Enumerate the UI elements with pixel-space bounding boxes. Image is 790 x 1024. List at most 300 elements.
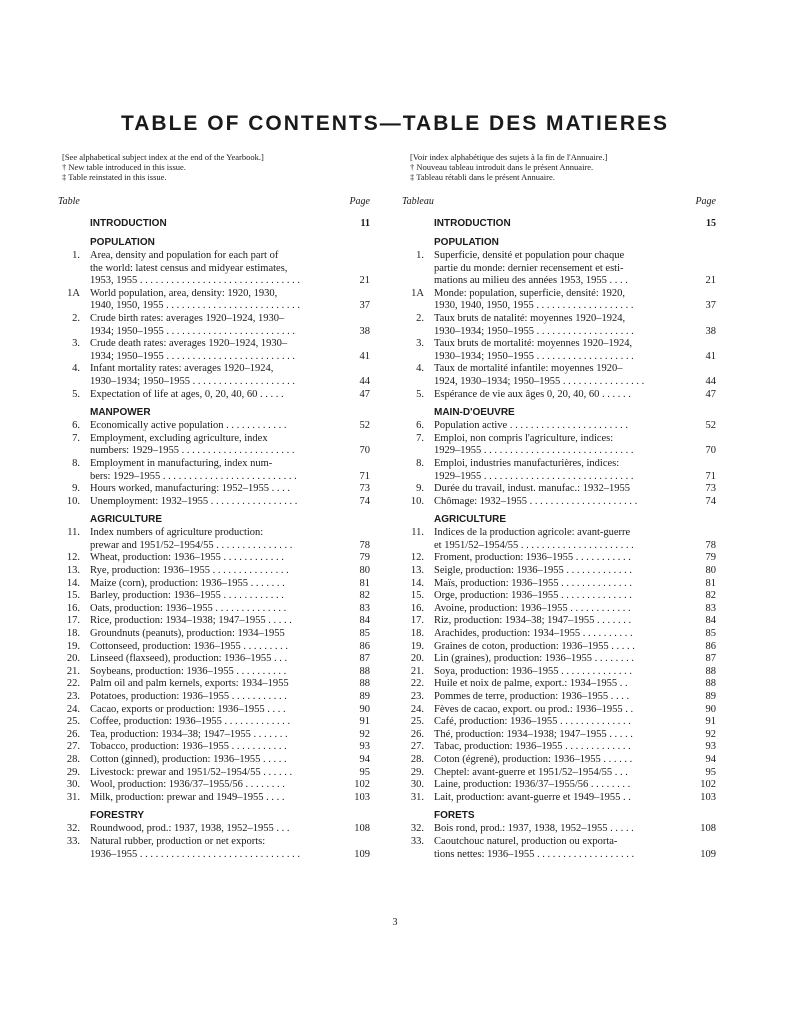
entry-title-line: Population active . . . . . . . . . . . . . . . . . . . . . . . bbox=[434, 420, 628, 432]
entry-title bbox=[434, 458, 682, 483]
entry-number: 27. bbox=[410, 741, 424, 753]
entry-title bbox=[434, 313, 682, 338]
toc-entry bbox=[58, 363, 370, 388]
entry-title-line: Milk, production: prewar and 1949–1955 . . . . bbox=[90, 791, 285, 803]
entry-title bbox=[90, 578, 336, 591]
toc-entry bbox=[402, 313, 716, 338]
toc-entry bbox=[402, 527, 716, 552]
entry-title-line: 1930–1934; 1950–1955 . . . . . . . . . . . . . . . . . . . bbox=[434, 325, 634, 337]
entry-title-line: Maïs, production: 1936–1955 . . . . . . . . . . . . . . bbox=[434, 577, 633, 589]
toc-entry bbox=[58, 729, 370, 742]
entry-title bbox=[434, 363, 682, 388]
entry-title-line: Indices de la production agricole: avant-guerre bbox=[434, 527, 631, 539]
toc-entry bbox=[58, 628, 370, 641]
entry-title bbox=[434, 250, 682, 288]
entry-title-line: Lin (graines), production: 1936–1955 . . . . . . . . bbox=[434, 653, 635, 665]
table-label: Table bbox=[58, 196, 80, 207]
toc-entry bbox=[402, 767, 716, 780]
entry-number: 21. bbox=[66, 665, 80, 677]
toc-entry bbox=[58, 754, 370, 767]
entry-number: 29. bbox=[410, 766, 424, 778]
entry-number: 13. bbox=[410, 565, 424, 577]
entry-title-line: 1930–1934; 1950–1955 . . . . . . . . . . . . . . . . . . . bbox=[434, 350, 634, 362]
toc-entry bbox=[58, 666, 370, 679]
entry-title-line: 1924, 1930–1934; 1950–1955 . . . . . . . . . . . . . . . . bbox=[434, 375, 645, 387]
toc-entry bbox=[58, 823, 370, 836]
section-title: INTRODUCTION bbox=[90, 218, 167, 229]
entry-title bbox=[90, 552, 336, 565]
toc-entry bbox=[402, 552, 716, 565]
entry-page: 41 bbox=[705, 350, 716, 362]
entry-title-line: partie du monde: dernier recensement et esti- bbox=[434, 262, 624, 274]
entry-title bbox=[90, 590, 336, 603]
entry-number: 18. bbox=[66, 628, 80, 640]
entry-title bbox=[90, 288, 336, 313]
entry-page: 21 bbox=[705, 275, 716, 287]
entry-page: 44 bbox=[359, 375, 370, 387]
entry-title-line: 1929–1955 . . . . . . . . . . . . . . . . . . . . . . . . . . . . . bbox=[434, 470, 634, 482]
entry-title-line: Avoine, production: 1936–1955 . . . . . . . . . . . . bbox=[434, 602, 631, 614]
entry-page: 81 bbox=[705, 577, 716, 589]
entry-title bbox=[434, 615, 682, 628]
entry-title-line: Area, density and population for each part of bbox=[90, 250, 279, 261]
entry-number: 31. bbox=[410, 791, 424, 803]
entry-number: 33. bbox=[66, 835, 80, 847]
toc-entry bbox=[58, 578, 370, 591]
entry-title bbox=[434, 678, 682, 691]
section-heading: MANPOWER bbox=[90, 407, 151, 419]
section-heading: MAIN-D'OEUVRE bbox=[434, 407, 515, 419]
toc-entry bbox=[58, 779, 370, 792]
entry-number: 1. bbox=[72, 250, 80, 261]
entry-page: 80 bbox=[705, 565, 716, 577]
entry-title-line: Espérance de vie aux âges 0, 20, 40, 60 . . . . . . bbox=[434, 388, 631, 400]
toc-entry bbox=[402, 678, 716, 691]
entry-title-line: 1929–1955 . . . . . . . . . . . . . . . . . . . . . . . . . . . . . bbox=[434, 445, 634, 457]
entry-title bbox=[90, 729, 336, 742]
entry-page: 82 bbox=[705, 590, 716, 602]
toc-entry bbox=[58, 767, 370, 780]
section-heading: AGRICULTURE bbox=[90, 514, 163, 526]
entry-title-line: Emploi, non compris l'agriculture, indices: bbox=[434, 432, 614, 444]
entry-title-line: 1936–1955 . . . . . . . . . . . . . . . . . . . . . . . . . . . . . . . bbox=[90, 848, 300, 860]
entry-number: 26. bbox=[66, 728, 80, 740]
entry-number: 24. bbox=[410, 703, 424, 715]
entry-title-line: Thé, production: 1934–1938; 1947–1955 . . . . . bbox=[434, 728, 633, 740]
note-line: ‡ Table reinstated in this issue. bbox=[62, 172, 167, 182]
section-page: 11 bbox=[360, 218, 370, 229]
entry-page: 90 bbox=[705, 703, 716, 715]
section-heading: AGRICULTURE bbox=[434, 514, 507, 526]
entry-title bbox=[90, 565, 336, 578]
entry-number: 23. bbox=[410, 691, 424, 702]
page-label: Page bbox=[695, 196, 716, 207]
entry-title-line: World population, area, density: 1920, 1930, bbox=[90, 287, 278, 299]
entry-page: 44 bbox=[705, 375, 716, 387]
entry-page: 78 bbox=[359, 539, 370, 551]
entry-number: 25. bbox=[410, 716, 424, 728]
entry-title-line: Graines de coton, production: 1936–1955 . . . . . bbox=[434, 640, 635, 652]
entry-number: 17. bbox=[66, 615, 80, 627]
entry-number: 1A bbox=[67, 287, 80, 299]
entry-title bbox=[434, 483, 682, 496]
entry-number: 4. bbox=[416, 363, 424, 375]
entry-title-line: Groundnuts (peanuts), production: 1934–1955 bbox=[90, 628, 285, 640]
toc-entry bbox=[402, 458, 716, 483]
entry-page: 91 bbox=[359, 716, 370, 728]
entry-title bbox=[90, 363, 336, 388]
entry-title bbox=[90, 823, 336, 836]
toc-entry bbox=[58, 704, 370, 717]
entry-title-line: Emploi, industries manufacturières, indices: bbox=[434, 457, 620, 469]
entry-title-line: bers: 1929–1955 . . . . . . . . . . . . . . . . . . . . . . . . . . bbox=[90, 470, 297, 482]
table-label: Tableau bbox=[402, 196, 434, 207]
page-title: TABLE OF CONTENTS—TABLE DES MATIERES bbox=[121, 112, 669, 135]
contents-column-english bbox=[58, 196, 370, 861]
toc-entry bbox=[402, 496, 716, 509]
toc-entry bbox=[402, 578, 716, 591]
notes-french bbox=[410, 152, 607, 182]
entry-title-line: Fèves de cacao, export. ou prod.: 1936–1955 . . bbox=[434, 703, 634, 715]
entry-title-line: Linseed (flaxseed), production: 1936–1955 . . . bbox=[90, 653, 288, 665]
entry-title-line: 1934; 1950–1955 . . . . . . . . . . . . . . . . . . . . . . . . . bbox=[90, 325, 296, 337]
entry-number: 2. bbox=[416, 312, 424, 324]
entry-number: 5. bbox=[72, 388, 80, 400]
entry-title-line: Expectation of life at ages, 0, 20, 40, 60 . . . . . bbox=[90, 388, 284, 400]
toc-entry bbox=[402, 420, 716, 433]
entry-page: 92 bbox=[359, 728, 370, 740]
entry-number: 22. bbox=[66, 678, 80, 690]
entry-title bbox=[90, 628, 336, 641]
entry-title bbox=[434, 590, 682, 603]
entry-title bbox=[90, 704, 336, 717]
toc-entry bbox=[58, 250, 370, 288]
entry-title-line: Laine, production: 1936/37–1955/56 . . . . . . . . bbox=[434, 779, 631, 791]
entry-title-line: Riz, production: 1934–38; 1947–1955 . . . . . . . bbox=[434, 615, 632, 627]
entry-number: 4. bbox=[72, 363, 80, 375]
entry-number: 30. bbox=[410, 779, 424, 791]
entry-title-line: Unemployment: 1932–1955 . . . . . . . . . . . . . . . . . bbox=[90, 495, 298, 507]
toc-entry bbox=[402, 653, 716, 666]
entry-number: 12. bbox=[66, 552, 80, 564]
entry-number: 7. bbox=[416, 432, 424, 444]
entry-page: 87 bbox=[359, 653, 370, 665]
entry-title-line: Cheptel: avant-guerre et 1951/52–1954/55 . . . bbox=[434, 766, 628, 778]
toc-entry bbox=[402, 641, 716, 654]
toc-entry bbox=[402, 565, 716, 578]
entry-page: 83 bbox=[359, 602, 370, 614]
entry-page: 71 bbox=[359, 470, 370, 482]
entry-number: 11. bbox=[411, 527, 424, 539]
toc-entry bbox=[402, 754, 716, 767]
entry-title-line: Durée du travail, indust. manufac.: 1932–1955 bbox=[434, 483, 630, 495]
entry-title bbox=[434, 338, 682, 363]
entry-title-line: Tabac, production: 1936–1955 . . . . . . . . . . . . . bbox=[434, 741, 631, 753]
entry-title bbox=[90, 338, 336, 363]
entry-title-line: Seigle, production: 1936–1955 . . . . . . . . . . . . . bbox=[434, 565, 633, 577]
entry-number: 7. bbox=[72, 432, 80, 444]
entry-number: 3. bbox=[72, 338, 80, 350]
entry-title bbox=[90, 313, 336, 338]
entry-page: 108 bbox=[354, 823, 370, 835]
toc-entry bbox=[402, 288, 716, 313]
entry-title-line: Rye, production: 1936–1955 . . . . . . . . . . . . . . . bbox=[90, 565, 289, 577]
entry-page: 90 bbox=[359, 703, 370, 715]
entry-title bbox=[434, 628, 682, 641]
toc-entry bbox=[402, 615, 716, 628]
toc-entry bbox=[402, 666, 716, 679]
entry-title bbox=[434, 704, 682, 717]
entry-title bbox=[90, 691, 336, 704]
entry-title-line: Livestock: prewar and 1951/52–1954/55 . . . . . . bbox=[90, 766, 293, 778]
toc-entry bbox=[402, 741, 716, 754]
entry-title bbox=[90, 666, 336, 679]
toc-entry bbox=[58, 653, 370, 666]
entry-title-line: Soya, production: 1936–1955 . . . . . . . . . . . . . . bbox=[434, 665, 633, 677]
entry-number: 33. bbox=[410, 835, 424, 847]
entry-title bbox=[434, 836, 682, 861]
entry-page: 84 bbox=[705, 615, 716, 627]
toc-entry bbox=[402, 250, 716, 288]
toc-entry bbox=[402, 792, 716, 805]
entry-title-line: Rice, production: 1934–1938; 1947–1955 . . . . . bbox=[90, 615, 292, 627]
entry-number: 15. bbox=[410, 590, 424, 602]
entry-title-line: Tobacco, production: 1936–1955 . . . . . . . . . . . bbox=[90, 741, 287, 753]
entry-title-line: Crude birth rates: averages 1920–1924, 1930– bbox=[90, 312, 285, 324]
section-heading bbox=[434, 218, 716, 231]
entry-page: 103 bbox=[354, 791, 370, 803]
section-heading: FORETS bbox=[434, 810, 475, 822]
entry-number: 1. bbox=[416, 250, 424, 261]
toc-entry bbox=[402, 729, 716, 742]
entry-number: 9. bbox=[72, 483, 80, 495]
entry-title-line: Infant mortality rates: averages 1920–1924, bbox=[90, 363, 274, 375]
entry-number: 20. bbox=[66, 653, 80, 665]
entry-page: 86 bbox=[705, 640, 716, 652]
entry-page: 108 bbox=[700, 823, 716, 835]
entry-title-line: 1953, 1955 . . . . . . . . . . . . . . . . . . . . . . . . . . . . . . . bbox=[90, 275, 300, 287]
entry-page: 93 bbox=[705, 741, 716, 753]
entry-number: 1A bbox=[411, 287, 424, 299]
entry-page: 80 bbox=[359, 565, 370, 577]
entry-number: 32. bbox=[410, 823, 424, 835]
entry-title-line: et 1951/52–1954/55 . . . . . . . . . . . . . . . . . . . . . . bbox=[434, 539, 634, 551]
toc-entry bbox=[58, 691, 370, 704]
entry-title-line: Cacao, exports or production: 1936–1955 . . . . bbox=[90, 703, 286, 715]
entry-number: 30. bbox=[66, 779, 80, 791]
entry-title-line: Barley, production: 1936–1955 . . . . . . . . . . . . bbox=[90, 590, 284, 602]
note-line: ‡ Tableau rétabli dans le présent Annuaire. bbox=[410, 172, 555, 182]
entry-title bbox=[434, 666, 682, 679]
entry-page: 38 bbox=[705, 325, 716, 337]
entry-title-line: Taux bruts de mortalité: moyennes 1920–1924, bbox=[434, 338, 633, 350]
entry-page: 85 bbox=[359, 628, 370, 640]
entry-page: 79 bbox=[705, 552, 716, 564]
toc-entry bbox=[402, 628, 716, 641]
entry-number: 24. bbox=[66, 703, 80, 715]
entry-title bbox=[434, 823, 682, 836]
entry-title bbox=[434, 496, 682, 509]
entry-number: 9. bbox=[416, 483, 424, 495]
entry-page: 78 bbox=[705, 539, 716, 551]
note-line: [See alphabetical subject index at the end of the Yearbook.] bbox=[62, 152, 264, 162]
entry-title bbox=[434, 792, 682, 805]
entry-page: 70 bbox=[705, 445, 716, 457]
toc-entry bbox=[58, 458, 370, 483]
entry-title bbox=[90, 836, 336, 861]
entry-title-line: Maize (corn), production: 1936–1955 . . . . . . . bbox=[90, 577, 285, 589]
toc-entry bbox=[58, 483, 370, 496]
toc-entry bbox=[402, 691, 716, 704]
entry-number: 3. bbox=[416, 338, 424, 350]
entry-title bbox=[434, 527, 682, 552]
page-number: 3 bbox=[392, 917, 398, 928]
toc-entry bbox=[58, 741, 370, 754]
entry-title-line: Taux bruts de natalité: moyennes 1920–1924, bbox=[434, 312, 626, 324]
column-header bbox=[402, 196, 716, 212]
section-title: INTRODUCTION bbox=[434, 218, 511, 229]
entry-number: 18. bbox=[410, 628, 424, 640]
entry-title-line: Superficie, densité et population pour chaque bbox=[434, 250, 625, 261]
toc-entry bbox=[402, 363, 716, 388]
entry-title bbox=[90, 716, 336, 729]
toc-entry bbox=[58, 420, 370, 433]
toc-entry bbox=[402, 483, 716, 496]
column-header bbox=[58, 196, 370, 212]
toc-entry bbox=[58, 792, 370, 805]
entry-page: 82 bbox=[359, 590, 370, 602]
toc-entry bbox=[402, 338, 716, 363]
section-heading: POPULATION bbox=[434, 237, 499, 248]
toc-entry bbox=[402, 779, 716, 792]
entry-title-line: Pommes de terre, production: 1936–1955 . . . . bbox=[434, 691, 630, 702]
toc-entry bbox=[58, 603, 370, 616]
entry-title bbox=[90, 653, 336, 666]
entry-title-line: Wheat, production: 1936–1955 . . . . . . . . . . . . bbox=[90, 552, 284, 564]
entry-page: 91 bbox=[705, 716, 716, 728]
entry-title-line: 1940, 1950, 1955 . . . . . . . . . . . . . . . . . . . . . . . . . . bbox=[90, 300, 300, 312]
entry-title-line: Employment, excluding agriculture, index bbox=[90, 432, 268, 444]
entry-page: 88 bbox=[705, 678, 716, 690]
entry-page: 95 bbox=[359, 766, 370, 778]
entry-title-line: 1930–1934; 1950–1955 . . . . . . . . . . . . . . . . . . . . bbox=[90, 375, 296, 387]
entry-title bbox=[434, 641, 682, 654]
entry-title-line: Oats, production: 1936–1955 . . . . . . . . . . . . . . bbox=[90, 602, 287, 614]
entry-page: 37 bbox=[359, 300, 370, 312]
entry-title bbox=[434, 754, 682, 767]
entry-title-line: Hours worked, manufacturing: 1952–1955 . . . . bbox=[90, 483, 291, 495]
note-line: [Voir index alphabétique des sujets à la fin de l'Annuaire.] bbox=[410, 152, 608, 162]
entry-number: 16. bbox=[66, 602, 80, 614]
entry-number: 26. bbox=[410, 728, 424, 740]
toc-entry bbox=[58, 496, 370, 509]
toc-entry bbox=[58, 527, 370, 552]
entry-page: 92 bbox=[705, 728, 716, 740]
entry-title bbox=[90, 483, 336, 496]
entry-title-line: Crude death rates: averages 1920–1924, 1930– bbox=[90, 338, 288, 350]
entry-number: 27. bbox=[66, 741, 80, 753]
entry-title bbox=[434, 578, 682, 591]
entry-title-line: prewar and 1951/52–1954/55 . . . . . . . . . . . . . . . bbox=[90, 539, 293, 551]
entry-title bbox=[90, 779, 336, 792]
entry-page: 89 bbox=[359, 691, 370, 702]
entry-title-line: Soybeans, production: 1936–1955 . . . . . . . . . . bbox=[90, 665, 287, 677]
entry-number: 14. bbox=[66, 577, 80, 589]
toc-entry bbox=[58, 678, 370, 691]
entry-number: 20. bbox=[410, 653, 424, 665]
entry-title bbox=[434, 552, 682, 565]
entry-title bbox=[434, 653, 682, 666]
entry-page: 71 bbox=[705, 470, 716, 482]
entry-title-line: Froment, production: 1936–1955 . . . . . . . . . . . bbox=[434, 552, 631, 564]
entry-number: 31. bbox=[66, 791, 80, 803]
entry-page: 93 bbox=[359, 741, 370, 753]
entry-title-line: Cotton (ginned), production: 1936–1955 . . . . . bbox=[90, 753, 287, 765]
entry-title bbox=[434, 288, 682, 313]
entry-page: 109 bbox=[354, 848, 370, 860]
entry-page: 84 bbox=[359, 615, 370, 627]
entry-title bbox=[90, 603, 336, 616]
toc-entry bbox=[58, 389, 370, 402]
section-heading: POPULATION bbox=[90, 237, 155, 248]
entry-number: 28. bbox=[66, 753, 80, 765]
entry-title bbox=[434, 779, 682, 792]
entry-title bbox=[90, 433, 336, 458]
entry-title bbox=[434, 389, 682, 402]
entry-title bbox=[90, 250, 336, 288]
entry-title bbox=[434, 716, 682, 729]
entry-title bbox=[90, 754, 336, 767]
entry-number: 25. bbox=[66, 716, 80, 728]
entry-page: 88 bbox=[359, 678, 370, 690]
entry-number: 6. bbox=[416, 420, 424, 432]
entry-title-line: Wool, production: 1936/37–1955/56 . . . . . . . . bbox=[90, 779, 285, 791]
entry-number: 10. bbox=[410, 495, 424, 507]
entry-page: 79 bbox=[359, 552, 370, 564]
entry-number: 13. bbox=[66, 565, 80, 577]
entry-number: 6. bbox=[72, 420, 80, 432]
entry-title-line: Arachides, production: 1934–1955 . . . . . . . . . . bbox=[434, 628, 633, 640]
entry-page: 47 bbox=[705, 388, 716, 400]
entry-page: 86 bbox=[359, 640, 370, 652]
toc-entry bbox=[58, 288, 370, 313]
entry-page: 81 bbox=[359, 577, 370, 589]
entry-title-line: Coffee, production: 1936–1955 . . . . . . . . . . . . . bbox=[90, 716, 291, 728]
entry-page: 102 bbox=[354, 779, 370, 791]
entry-number: 32. bbox=[66, 823, 80, 835]
entry-title-line: Economically active population . . . . . . . . . . . . bbox=[90, 420, 287, 432]
entry-title bbox=[434, 603, 682, 616]
entry-title-line: Potatoes, production: 1936–1955 . . . . . . . . . . . bbox=[90, 691, 287, 702]
entry-title-line: Chômage: 1932–1955 . . . . . . . . . . . . . . . . . . . . . bbox=[434, 495, 638, 507]
entry-number: 29. bbox=[66, 766, 80, 778]
entry-page: 37 bbox=[705, 300, 716, 312]
entry-number: 16. bbox=[410, 602, 424, 614]
entry-title bbox=[434, 433, 682, 458]
entry-title-line: Taux de mortalité infantile: moyennes 1920– bbox=[434, 363, 623, 375]
entry-page: 94 bbox=[705, 753, 716, 765]
entry-page: 94 bbox=[359, 753, 370, 765]
entry-title bbox=[434, 741, 682, 754]
entry-title-line: Cottonseed, production: 1936–1955 . . . . . . . . . bbox=[90, 640, 289, 652]
toc-entry bbox=[402, 836, 716, 861]
entry-number: 11. bbox=[67, 527, 80, 539]
entry-page: 102 bbox=[700, 779, 716, 791]
entry-page: 47 bbox=[359, 388, 370, 400]
entry-title-line: Monde: population, superficie, densité: 1920, bbox=[434, 287, 626, 299]
entry-title bbox=[434, 691, 682, 704]
entry-title-line: mations au milieu des années 1953, 1955 . . . . bbox=[434, 275, 628, 287]
